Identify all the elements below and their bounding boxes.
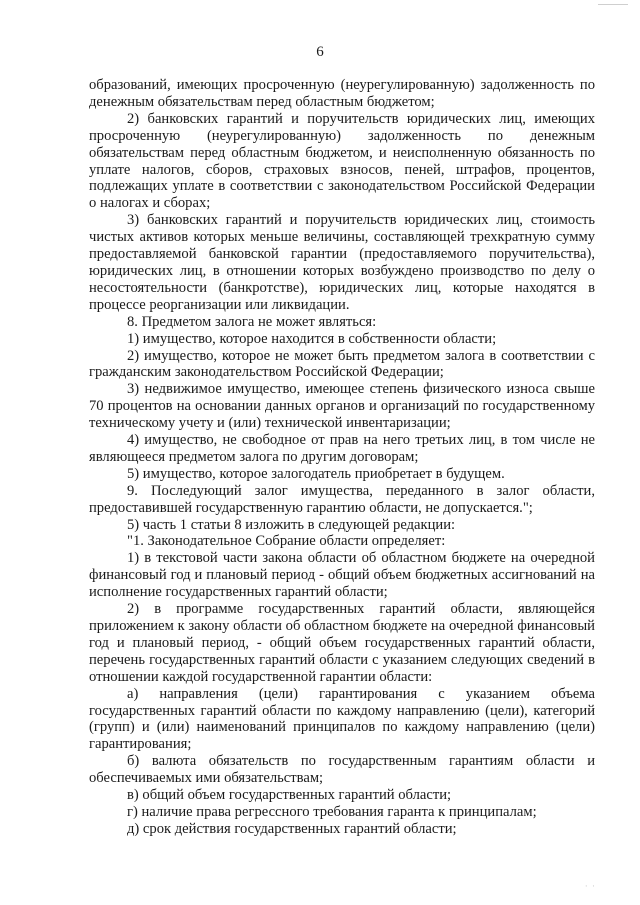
document-body: [89, 77, 595, 838]
paragraph-amendment-5: 5) часть 1 статьи 8 изложить в следующей редакции:: [127, 516, 456, 533]
paragraph-subitem-d: д) срок действия государственных гарантий области;: [127, 820, 457, 837]
scan-footer-mark: · ·: [584, 881, 596, 891]
paragraph-continuation: образований, имеющих просроченную (неурегулированную) задолженность по денежным обязательствам перед областным бюджетом;: [89, 77, 595, 110]
paragraph-item-3: 3) банковских гарантий и поручительств юридических лиц, стоимость чистых активов которых меньше величины, составляющей трехкратную сумму предоставляемой банковской гарантии (предоставляемого поручительства), юридических лиц, в отношении которых возбуждено производство по делу о несостоятельности (банкротстве), юридических лиц, которые находятся в процессе реорганизации или ликвидации.: [89, 212, 595, 313]
paragraph-section-9: 9. Последующий залог имущества, переданного в залог области, предоставившей государственную гарантию области, не допускается.";: [89, 482, 595, 516]
paragraph-subitem-g: г) наличие права регрессного требования гаранта к принципалам;: [127, 803, 537, 820]
paragraph-article-8-item-1: 1) в текстовой части закона области об областном бюджете на очередной финансовый год и плановый период - общий объем бюджетных ассигнований на исполнение государственных гарантий области;: [89, 550, 595, 601]
paragraph-section-8-item-4: 4) имущество, не свободное от прав на него третьих лиц, в том числе не являющееся предметом залога по другим договорам;: [89, 432, 595, 465]
paragraph-section-8-item-3: 3) недвижимое имущество, имеющее степень физического износа свыше 70 процентов на основании данных органов и организаций по государственному техническому учету и (или) технической инвентаризации;: [89, 381, 595, 432]
paragraph-section-8: 8. Предметом залога не может являться:: [127, 313, 377, 330]
paragraph-section-8-item-5: 5) имущество, которое залогодатель приобретает в будущем.: [127, 465, 505, 482]
scan-corner-mark: [598, 0, 628, 5]
paragraph-article-8-part-1: "1. Законодательное Собрание области определяет:: [127, 533, 446, 550]
paragraph-section-8-item-2: 2) имущество, которое не может быть предметом залога в соответствии с гражданским законодательством Российской Федерации;: [89, 347, 595, 381]
paragraph-article-8-item-2: 2) в программе государственных гарантий области, являющейся приложением к закону области об областном бюджете на очередной финансовый год и плановый период, - общий объем государственных гарантий области, перечень государственных гарантий области с указанием следующих сведений в отношении каждой государственной гарантии области:: [89, 601, 595, 685]
page-number: 6: [316, 44, 324, 60]
paragraph-subitem-v: в) общий объем государственных гарантий области;: [127, 787, 452, 804]
paragraph-subitem-b: б) валюта обязательств по государственным гарантиям области и обеспечиваемых ими обязательствам;: [89, 753, 595, 787]
paragraph-subitem-a: а) направления (цели) гарантирования с указанием объема государственных гарантий области по каждому направлению (цели), категорий (групп) и (или) наименований принципалов по каждому направлению (цели) гарантирования;: [89, 685, 595, 753]
paragraph-section-8-item-1: 1) имущество, которое находится в собственности области;: [127, 330, 497, 347]
paragraph-item-2: 2) банковских гарантий и поручительств юридических лиц, имеющих просроченную (неурегулированную) задолженность по денежным обязательствам перед областным бюджетом, и неисполненную обязанность по уплате налогов, сборов, страховых взносов, пеней, штрафов, процентов, подлежащих уплате в соответствии с законодательством Российской Федерации о налогах и сборах;: [89, 110, 595, 212]
